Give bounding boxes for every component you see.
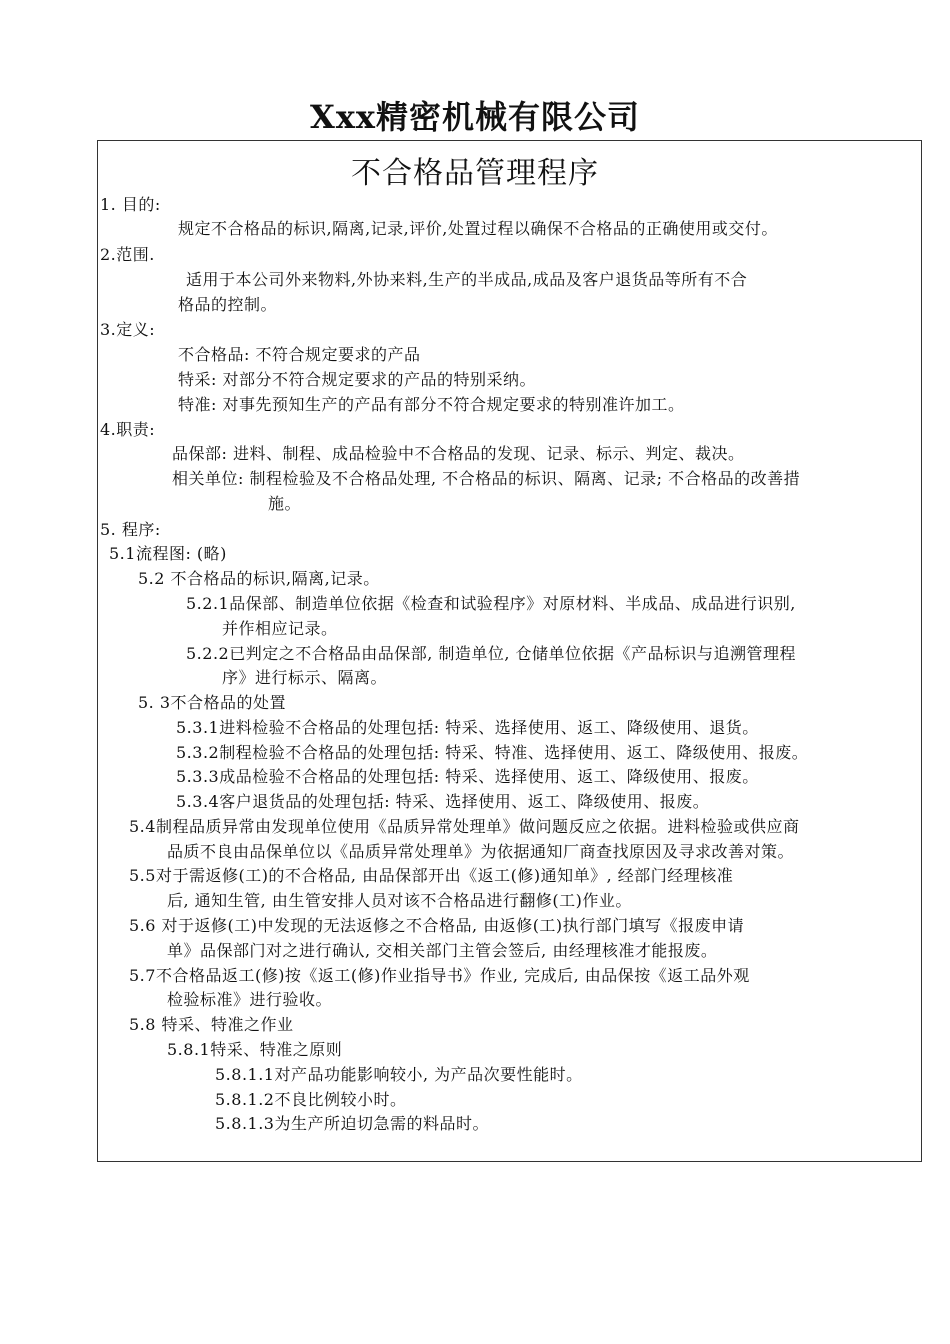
- procedure-5-1: 5.1流程图: (略): [109, 544, 227, 563]
- section-2-text-line-2: 格品的控制。: [178, 295, 278, 314]
- procedure-5-2-1-line-1: 5.2.1品保部、制造单位依据《检查和试验程序》对原材料、半成品、成品进行识别,: [186, 594, 796, 613]
- procedure-5-6-line-2: 单》品保部门对之进行确认, 交相关部门主管会签后, 由经理核准才能报废。: [167, 941, 718, 960]
- procedure-5-8-1: 5.8.1特采、特准之原则: [167, 1040, 343, 1059]
- company-name: Xxx精密机械有限公司: [310, 98, 640, 136]
- section-2-text-line-1: 适用于本公司外来物料,外协来料,生产的半成品,成品及客户退货品等所有不合: [186, 270, 748, 289]
- section-4-heading: 4.职责:: [100, 420, 156, 439]
- section-5-heading: 5. 程序:: [100, 520, 161, 539]
- procedure-5-2-2-line-2: 序》进行标示、隔离。: [222, 668, 388, 687]
- procedure-5-4-line-1: 5.4制程品质异常由发现单位使用《品质异常处理单》做问题反应之依据。进料检验或供应商: [129, 817, 800, 836]
- procedure-5-8-1-1: 5.8.1.1对产品功能影响较小, 为产品次要性能时。: [215, 1065, 583, 1084]
- procedure-5-2-2-line-1: 5.2.2已判定之不合格品由品保部, 制造单位, 仓储单位依据《产品标识与追溯管理程: [186, 644, 797, 663]
- procedure-5-5-line-2: 后, 通知生管, 由生管安排人员对该不合格品进行翻修(工)作业。: [167, 891, 632, 910]
- procedure-5-7-line-2: 检验标准》进行验收。: [167, 990, 333, 1009]
- procedure-5-2-1-line-2: 并作相应记录。: [222, 619, 338, 638]
- procedure-5-3-1: 5.3.1进料检验不合格品的处理包括: 特采、选择使用、返工、降级使用、退货。: [176, 718, 759, 737]
- document-title: 不合格品管理程序: [351, 156, 599, 191]
- section-3-heading: 3.定义:: [100, 320, 156, 339]
- definition-special-permit: 特准: 对事先预知生产的产品有部分不符合规定要求的特别准许加工。: [178, 395, 685, 414]
- procedure-5-8-1-2: 5.8.1.2不良比例较小时。: [215, 1090, 407, 1109]
- procedure-5-3-3: 5.3.3成品检验不合格品的处理包括: 特采、选择使用、返工、降级使用、报废。: [176, 767, 759, 786]
- procedure-5-2: 5.2 不合格品的标识,隔离,记录。: [138, 569, 380, 588]
- procedure-5-4-line-2: 品质不良由品保单位以《品质异常处理单》为依据通知厂商查找原因及寻求改善对策。: [167, 842, 795, 861]
- responsibility-units-line-1: 相关单位: 制程检验及不合格品处理, 不合格品的标识、隔离、记录; 不合格品的改善措: [172, 469, 801, 488]
- definition-nonconforming: 不合格品: 不符合规定要求的产品: [178, 345, 421, 364]
- procedure-5-3-4: 5.3.4客户退货品的处理包括: 特采、选择使用、返工、降级使用、报废。: [176, 792, 710, 811]
- section-1-heading: 1. 目的:: [100, 195, 161, 214]
- procedure-5-6-line-1: 5.6 对于返修(工)中发现的无法返修之不合格品, 由返修(工)执行部门填写《报废申请: [129, 916, 745, 935]
- procedure-5-3-2: 5.3.2制程检验不合格品的处理包括: 特采、特准、选择使用、返工、降级使用、报废。: [176, 743, 809, 762]
- procedure-5-5-line-1: 5.5对于需返修(工)的不合格品, 由品保部开出《返工(修)通知单》, 经部门经理核准: [129, 866, 734, 885]
- procedure-5-3: 5. 3不合格品的处置: [138, 693, 287, 712]
- responsibility-qa: 品保部: 进料、制程、成品检验中不合格品的发现、记录、标示、判定、裁决。: [172, 444, 745, 463]
- procedure-5-8-1-3: 5.8.1.3为生产所迫切急需的料品时。: [215, 1114, 489, 1133]
- section-1-text: 规定不合格品的标识,隔离,记录,评价,处置过程以确保不合格品的正确使用或交付。: [178, 219, 778, 238]
- section-2-heading: 2.范围.: [100, 245, 155, 264]
- procedure-5-7-line-1: 5.7不合格品返工(修)按《返工(修)作业指导书》作业, 完成后, 由品保按《返工品外观: [129, 966, 750, 985]
- definition-concession: 特采: 对部分不符合规定要求的产品的特别采纳。: [178, 370, 536, 389]
- procedure-5-8: 5.8 特采、特准之作业: [129, 1015, 294, 1034]
- responsibility-units-line-2: 施。: [268, 494, 302, 513]
